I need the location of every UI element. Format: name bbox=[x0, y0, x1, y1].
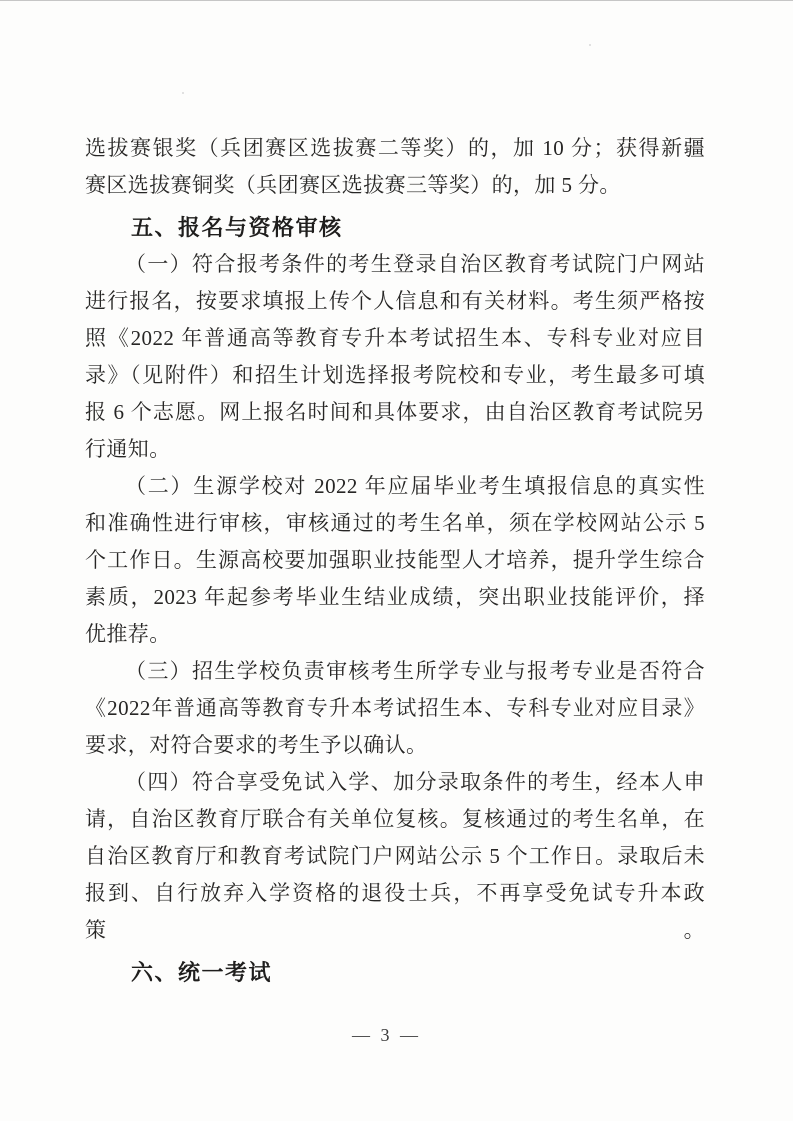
document-body bbox=[85, 130, 705, 991]
scan-speck bbox=[589, 44, 591, 46]
section-heading-registration: 五、报名与资格审核 bbox=[131, 215, 343, 240]
text-line: 和准确性进行审核，审核通过的考生名单，须在学校网站公示 5 bbox=[85, 511, 705, 535]
text-line: 素质，2023 年起参考毕业生结业成绩，突出职业技能评价，择 bbox=[85, 585, 705, 609]
text-line: 报 6 个志愿。网上报名时间和具体要求，由自治区教育考试院另 bbox=[85, 400, 705, 424]
text-line: 进行报名，按要求填报上传个人信息和有关材料。考生须严格按 bbox=[85, 289, 705, 313]
text-line: （二）生源学校对 2022 年应届毕业考生填报信息的真实性 bbox=[125, 474, 705, 498]
text-line: （四）符合享受免试入学、加分录取条件的考生，经本人申 bbox=[125, 770, 705, 794]
page-number: — 3 — bbox=[352, 1025, 421, 1045]
scan-speck bbox=[182, 92, 184, 94]
text-line: 自治区教育厅和教育考试院门户网站公示 5 个工作日。录取后未 bbox=[85, 844, 705, 868]
scan-edge-line bbox=[0, 0, 793, 1]
text-line: 选拔赛银奖（兵团赛区选拔赛二等奖）的，加 10 分；获得新疆 bbox=[85, 136, 705, 160]
text-line: 优推荐。 bbox=[85, 622, 171, 646]
text-line: 请，自治区教育厅联合有关单位复核。复核通过的考生名单，在 bbox=[85, 807, 705, 831]
text-line: 录》（见附件）和招生计划选择报考院校和专业，考生最多可填 bbox=[85, 363, 705, 387]
text-line: 个工作日。生源高校要加强职业技能型人才培养，提升学生综合 bbox=[85, 548, 705, 572]
text-line: （三）招生学校负责审核考生所学专业与报考专业是否符合 bbox=[125, 659, 705, 683]
section-heading-unified-exam: 六、统一考试 bbox=[131, 960, 273, 985]
text-line: 报到、自行放弃入学资格的退役士兵，不再享受免试专升本政策。 bbox=[85, 881, 705, 942]
page-footer bbox=[0, 1025, 783, 1046]
text-line: 照《2022 年普通高等教育专升本考试招生本、专科专业对应目 bbox=[85, 326, 705, 350]
text-line: 行通知。 bbox=[85, 437, 171, 461]
text-line: 《2022年普通高等教育专升本考试招生本、专科专业对应目录》 bbox=[85, 696, 705, 720]
text-line: 要求，对符合要求的考生予以确认。 bbox=[85, 733, 428, 757]
text-line: （一）符合报考条件的考生登录自治区教育考试院门户网站 bbox=[125, 252, 705, 276]
text-line: 赛区选拔赛铜奖（兵团赛区选拔赛三等奖）的，加 5 分。 bbox=[85, 173, 621, 197]
